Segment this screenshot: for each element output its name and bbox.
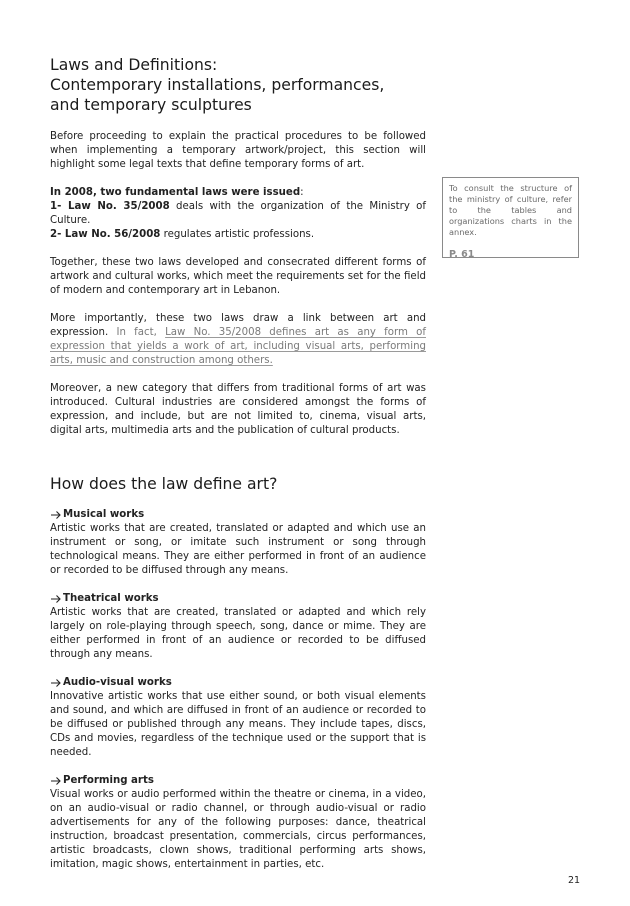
laws-paragraph xyxy=(50,186,426,242)
title-line-1: Laws and Definitions: xyxy=(50,56,218,74)
sidebar-note-box xyxy=(442,177,579,258)
arrow-right-icon xyxy=(50,775,62,787)
list-item xyxy=(50,508,426,578)
list-item xyxy=(50,592,426,662)
together-paragraph: Together, these two laws developed and consecrated different forms of artwork and cultural works, which meet the requirements set for the field of modern and contemporary art in Lebanon. xyxy=(50,257,426,296)
laws-heading: In 2008, two fundamental laws were issued xyxy=(50,187,301,198)
law-1-text: deals with the organization of the Ministry of Culture. xyxy=(50,201,427,226)
item-title-text: Theatrical works xyxy=(63,593,159,604)
law-2-text: regulates artistic professions. xyxy=(160,229,315,240)
item-title xyxy=(50,774,426,788)
laws-heading-colon: : xyxy=(300,187,304,198)
list-item xyxy=(50,676,426,760)
item-title xyxy=(50,592,426,606)
sidebar-note: To consult the structure of the ministry of culture, refer to the tables and organizations charts in the annex. xyxy=(449,183,572,237)
section-title xyxy=(50,55,426,115)
moreover-paragraph: Moreover, a new category that differs from traditional forms of art was introduced. Cultural industries are considered amongst the forms of expression, and include, but are not limited to, cinema, visual arts, digital arts, multimedia arts and the publication of cultural products. xyxy=(50,383,426,436)
sidebar-page-reference[interactable]: P. 61 xyxy=(449,249,475,260)
title-line-2: Contemporary installations, performances, xyxy=(50,76,385,94)
importance-text: More importantly, these two laws draw a link between art and expression. xyxy=(50,313,426,338)
arrow-right-icon xyxy=(50,677,62,689)
item-title-text: Audio-visual works xyxy=(63,677,172,688)
arrow-right-icon xyxy=(50,593,62,605)
item-title-text: Musical works xyxy=(63,509,145,520)
item-text: Artistic works that are created, translated or adapted and which use an instrument or song, or imitate such instrument or song through technological means. They are either performed in front of an audience or recorded to be diffused through any means. xyxy=(50,523,426,576)
law-35-definition-link[interactable]: Law No. 35/2008 defines art as any form of expression that yields a work of art, including visual arts, performing arts, music and construction among others. xyxy=(50,327,426,366)
list-item xyxy=(50,774,426,872)
main-column xyxy=(50,55,426,872)
item-title-text: Performing arts xyxy=(63,775,154,786)
page-number: 21 xyxy=(568,875,581,886)
arrow-right-icon xyxy=(50,509,62,521)
art-definition-list xyxy=(50,508,426,872)
item-text: Artistic works that are created, translated or adapted and which rely largely on role-playing through speech, song, dance or mime. They are either performed in front of an audience or recorded to be diffused through any means. xyxy=(50,607,426,660)
law-1-label: 1- Law No. 35/2008 xyxy=(50,201,170,212)
item-text: Visual works or audio performed within the theatre or cinema, in a video, on an audio-visual or radio channel, or through audio-visual or radio advertisements for any of the following purposes: dance, theatrical instruction, broadcast presentation, commercials, circus performances, artistic broadcasts, clown shows, traditional performing arts shows, imitation, magic shows, entertainment in parties, etc. xyxy=(50,789,426,870)
item-title xyxy=(50,676,426,690)
item-title xyxy=(50,508,426,522)
importance-in-fact: In fact, xyxy=(108,327,166,338)
intro-paragraph: Before proceeding to explain the practical procedures to be followed when implementing a temporary artwork/project, this section will highlight some legal texts that define temporary forms of art. xyxy=(50,131,426,170)
section-2-title: How does the law define art? xyxy=(50,475,278,493)
item-text: Innovative artistic works that use either sound, or both visual elements and sound, and which are diffused in front of an audience or recorded to be diffused or published through any means. They include tapes, discs, CDs and movies, regardless of the technique used or the support that is needed. xyxy=(50,691,426,758)
law-2-label: 2- Law No. 56/2008 xyxy=(50,229,161,240)
title-line-3: and temporary sculptures xyxy=(50,96,252,114)
importance-paragraph xyxy=(50,312,426,368)
